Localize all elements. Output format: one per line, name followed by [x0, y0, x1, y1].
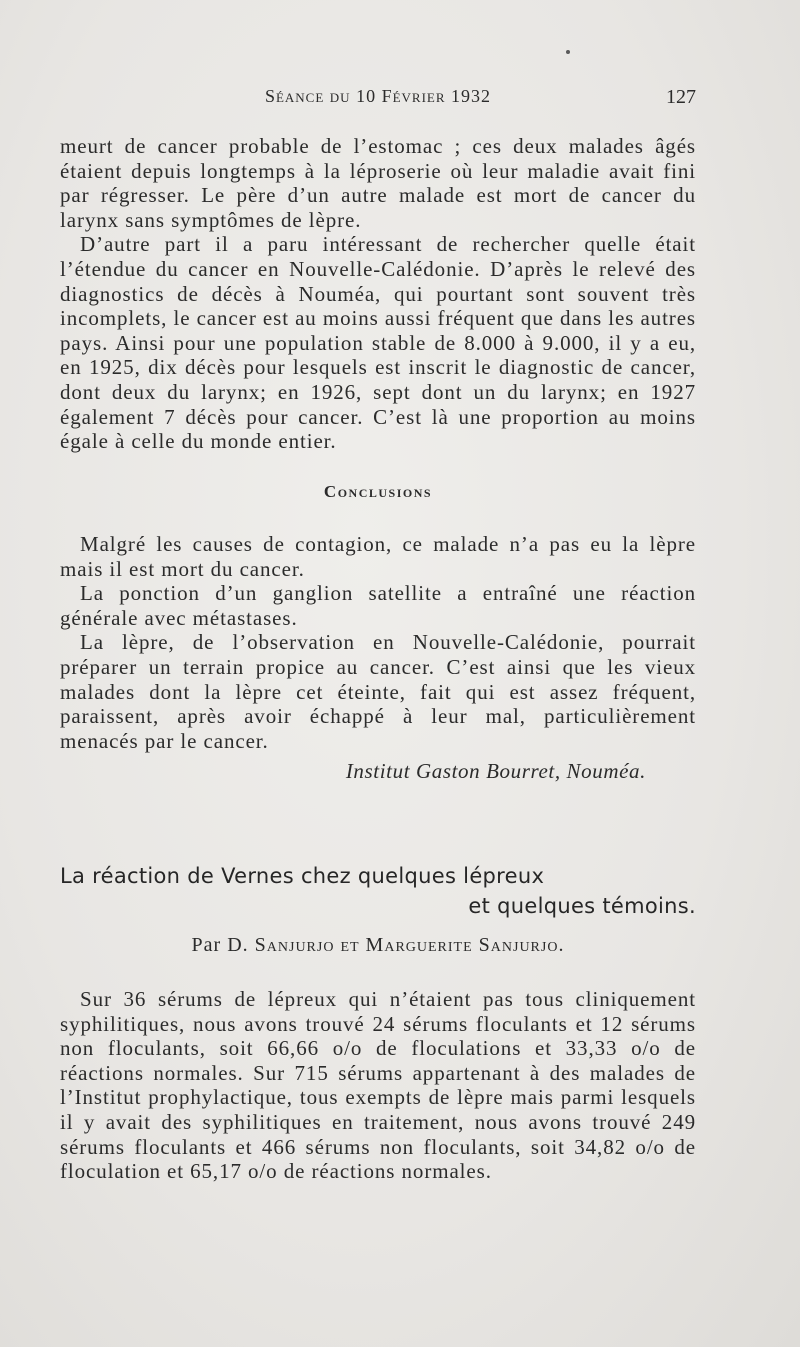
- byline: [60, 934, 696, 957]
- paragraph: meurt de cancer probable de l’estomac ; ces deux malades âgés étaient depuis longtemps à la léproserie où leur maladie avait fini par régresser. Le père d’un autre malade est mort de cancer du larynx sans symptômes de lèpre.: [60, 134, 696, 232]
- paragraph: D’autre part il a paru intéressant de rechercher quelle était l’étendue du cancer en Nouvelle-Calédonie. D’après le relevé des diagnostics de décès à Nouméa, qui pourtant sont souvent très incomplets, le cancer est au moins aussi fréquent que dans les autres pays. Ainsi pour une population stable de 8.000 à 9.000, il y a eu, en 1925, dix décès pour lesquels est inscrit le diagnostic de cancer, dont deux du larynx; en 1926, sept dont un du larynx; en 1927 également 7 décès pour cancer. C’est là une proportion au moins égale à celle du monde entier.: [60, 232, 696, 454]
- paragraph: Sur 36 sérums de lépreux qui n’étaient pas tous cliniquement syphilitiques, nous avons trouvé 24 sérums floculants et 12 sérums non floculants, soit 66,66 o/o de floculations et 33,33 o/o de réactions normales. Sur 715 sérums appartenant à des malades de l’Institut prophylactique, tous exempts de lèpre mais parmi lesquels il y avait des syphilitiques en traitement, nous avons trouvé 249 sérums floculants et 466 sérums non floculants, soit 34,82 o/o de floculation et 65,17 o/o de réactions normales.: [60, 987, 696, 1184]
- paragraph: La lèpre, de l’observation en Nouvelle-Calédonie, pourrait préparer un terrain propice au cancer. C’est ainsi que les vieux malades dont la lèpre cet éteinte, fait qui est assez fréquent, paraissent, après avoir échappé à leur mal, particulièrement menacés par le cancer.: [60, 630, 696, 753]
- article-title-line-1: La réaction de Vernes chez quelques lépreux: [60, 864, 545, 888]
- byline-prefix: Par: [191, 934, 222, 956]
- running-title: Séance du 10 Février 1932: [264, 86, 492, 106]
- paragraph: La ponction d’un ganglion satellite a entraîné une réaction générale avec métastases.: [60, 581, 696, 630]
- conclusions-section: [60, 482, 696, 784]
- article-title: [60, 864, 696, 918]
- running-head: [60, 86, 696, 114]
- section-heading: Conclusions: [323, 482, 433, 501]
- page-number: 127: [666, 86, 696, 108]
- article-body: [60, 987, 696, 1184]
- byline-authors: D. Sanjurjo et Marguerite Sanjurjo.: [227, 934, 565, 956]
- body-section-1: [60, 134, 696, 454]
- print-speck: [566, 50, 570, 54]
- signature: Institut Gaston Bourret, Nouméa.: [345, 759, 646, 784]
- article-title-line-2: et quelques témoins.: [468, 894, 696, 918]
- paragraph: Malgré les causes de contagion, ce malade n’a pas eu la lèpre mais il est mort du cancer.: [60, 532, 696, 581]
